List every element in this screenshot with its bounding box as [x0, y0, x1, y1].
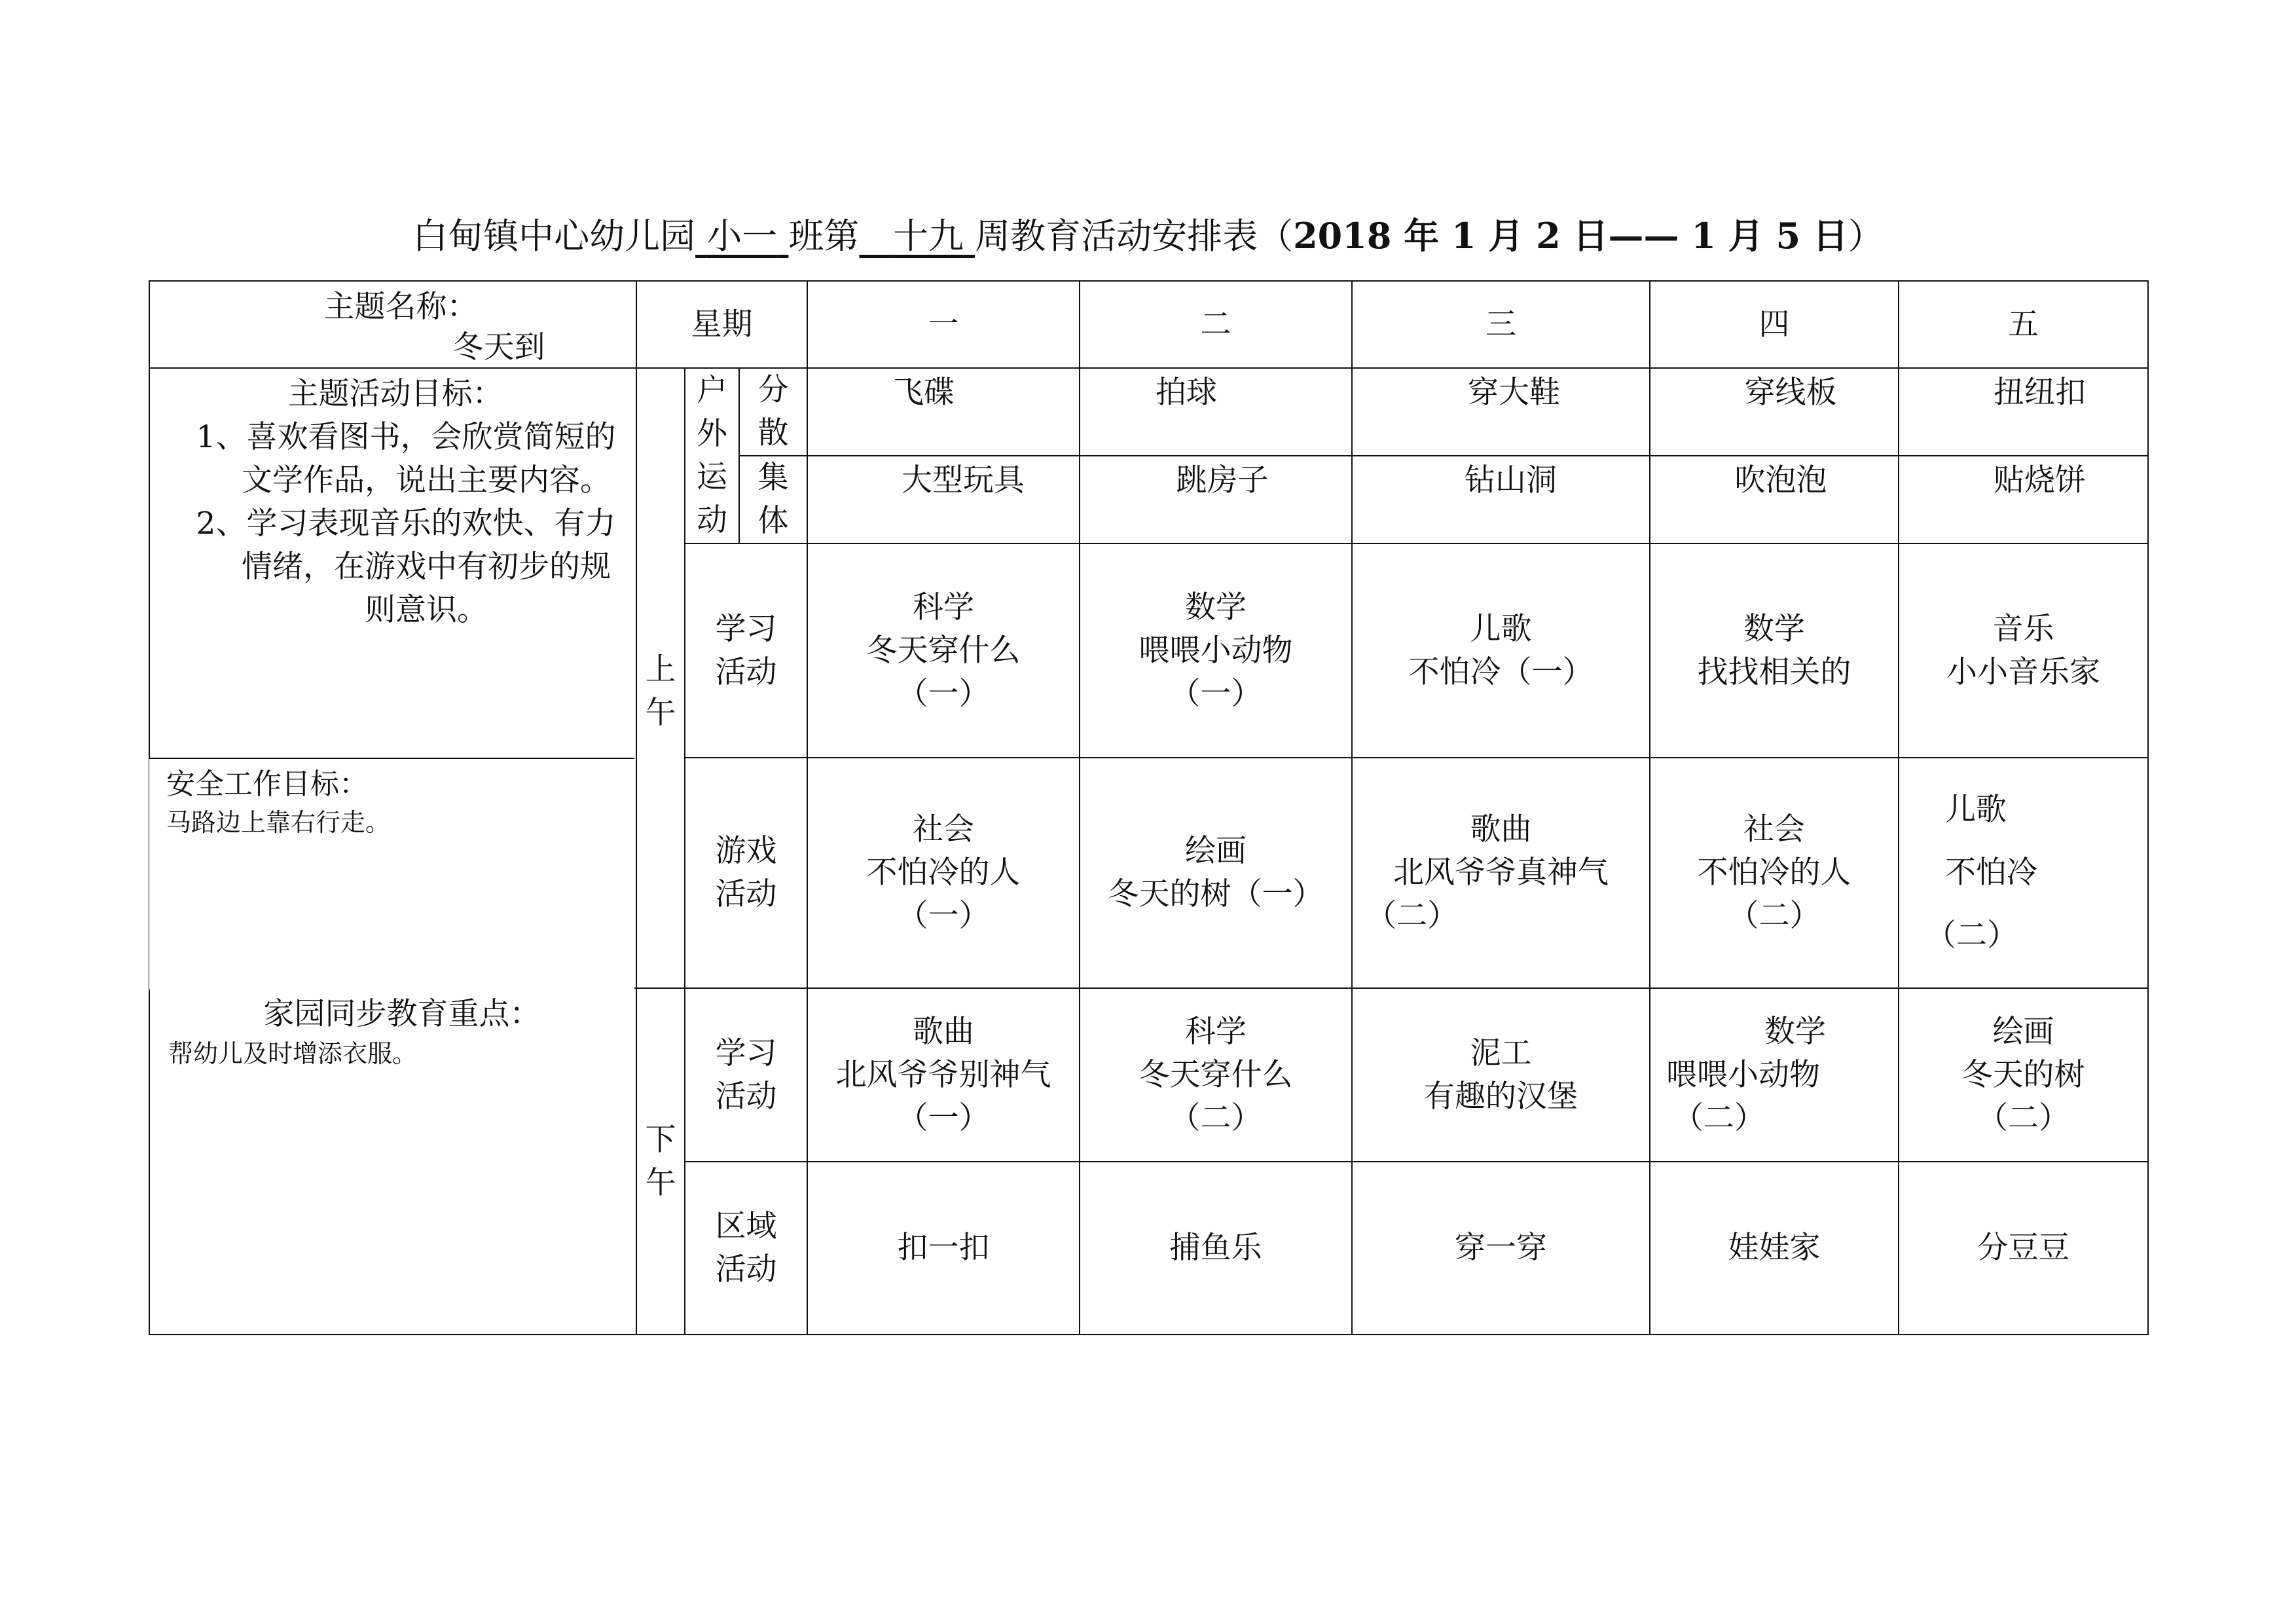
outdoor-scatter-thu: 穿线板	[1650, 368, 1899, 456]
outdoor-group-wed: 钻山洞	[1352, 456, 1650, 544]
title-mid: 班第	[788, 215, 860, 257]
safety-cell	[149, 758, 634, 989]
pm-area-thu: 娃娃家	[1650, 1162, 1899, 1335]
pm-area-wed: 穿一穿	[1352, 1162, 1650, 1335]
goals-label: 主题活动目标：	[287, 376, 503, 412]
am-game-tue: 绘画 冬天的树（一）	[1080, 758, 1352, 988]
day-header: 二	[1080, 281, 1352, 368]
am-study-thu: 数学 找找相关的	[1650, 544, 1899, 758]
outdoor-scatter-wed: 穿大鞋	[1352, 368, 1650, 456]
class-name: 小一	[706, 215, 778, 257]
title-prefix: 白甸镇中心幼儿园	[412, 215, 696, 257]
page-title	[0, 208, 2296, 259]
home-value: 帮幼儿及时增添衣服。	[168, 1039, 418, 1068]
header-row	[149, 281, 2148, 368]
goal-item: 1、喜欢看图书，会欣赏简短的文学作品，说出主要内容。	[196, 419, 616, 498]
am-study-wed: 儿歌 不怕冷（一）	[1352, 544, 1650, 758]
group-label: 集体	[739, 456, 807, 544]
outdoor-group-thu: 吹泡泡	[1650, 456, 1899, 544]
scatter-label: 分散	[739, 368, 807, 456]
pm-study-row	[149, 988, 2148, 1162]
theme-label: 主题名称：	[323, 289, 478, 325]
am-study-fri: 音乐 小小音乐家	[1899, 544, 2148, 758]
safety-value: 马路边上靠右行走。	[166, 808, 391, 837]
day-header: 四	[1650, 281, 1899, 368]
title-suffix: 周教育活动安排表（	[975, 215, 1294, 257]
am-study-label: 学习活动	[685, 544, 807, 758]
am-game-label: 游戏活动	[685, 758, 807, 988]
outdoor-scatter-tue: 拍球	[1080, 368, 1352, 456]
weekday-header: 星期	[636, 281, 807, 368]
pm-area-label: 区域活动	[685, 1162, 807, 1335]
am-game-fri: 儿歌 不怕冷 （二）	[1899, 758, 2148, 988]
outdoor-group-tue: 跳房子	[1080, 456, 1352, 544]
am-game-mon: 社会 不怕冷的人 （一）	[807, 758, 1080, 988]
pm-study-tue: 科学 冬天穿什么 （二）	[1080, 988, 1352, 1162]
safety-label: 安全工作目标：	[166, 767, 368, 801]
home-cell	[149, 988, 636, 1335]
pm-area-tue: 捕鱼乐	[1080, 1162, 1352, 1335]
goal-item: 2、学习表现音乐的欢快、有力情绪，在游戏中有初步的规则意识。	[196, 506, 616, 628]
outdoor-scatter-fri: 扭纽扣	[1899, 368, 2148, 456]
pm-study-wed: 泥工 有趣的汉堡	[1352, 988, 1650, 1162]
outdoor-scatter-row	[149, 368, 2148, 456]
pm-study-mon: 歌曲 北风爷爷别神气 （一）	[807, 988, 1080, 1162]
title-close: ）	[1848, 215, 1884, 257]
home-label: 家园同步教育重点：	[263, 996, 541, 1032]
outdoor-scatter-mon: 飞碟	[807, 368, 1080, 456]
week-number: 十九	[892, 215, 964, 257]
pm-area-fri: 分豆豆	[1899, 1162, 2148, 1335]
pm-study-label: 学习活动	[685, 988, 807, 1162]
date-range: 2018 年 1 月 2 日—— 1 月 5 日	[1293, 215, 1848, 257]
period-morning: 上午	[636, 368, 685, 988]
pm-study-thu: 数学 喂喂小动物 （二）	[1650, 988, 1899, 1162]
pm-study-fri: 绘画 冬天的树 （二）	[1899, 988, 2148, 1162]
am-game-wed: 歌曲 北风爷爷真神气 （二）	[1352, 758, 1650, 988]
am-study-tue: 数学 喂喂小动物 （一）	[1080, 544, 1352, 758]
outdoor-label: 户外运动	[685, 368, 739, 544]
theme-value: 冬天到	[452, 329, 545, 365]
theme-cell	[149, 281, 636, 368]
am-game-thu: 社会 不怕冷的人 （二）	[1650, 758, 1899, 988]
pm-area-mon: 扣一扣	[807, 1162, 1080, 1335]
period-afternoon: 下午	[636, 988, 685, 1335]
day-header: 一	[807, 281, 1080, 368]
day-header: 三	[1352, 281, 1650, 368]
am-study-mon: 科学 冬天穿什么 （一）	[807, 544, 1080, 758]
outdoor-group-mon: 大型玩具	[807, 456, 1080, 544]
outdoor-group-fri: 贴烧饼	[1899, 456, 2148, 544]
day-header: 五	[1899, 281, 2148, 368]
